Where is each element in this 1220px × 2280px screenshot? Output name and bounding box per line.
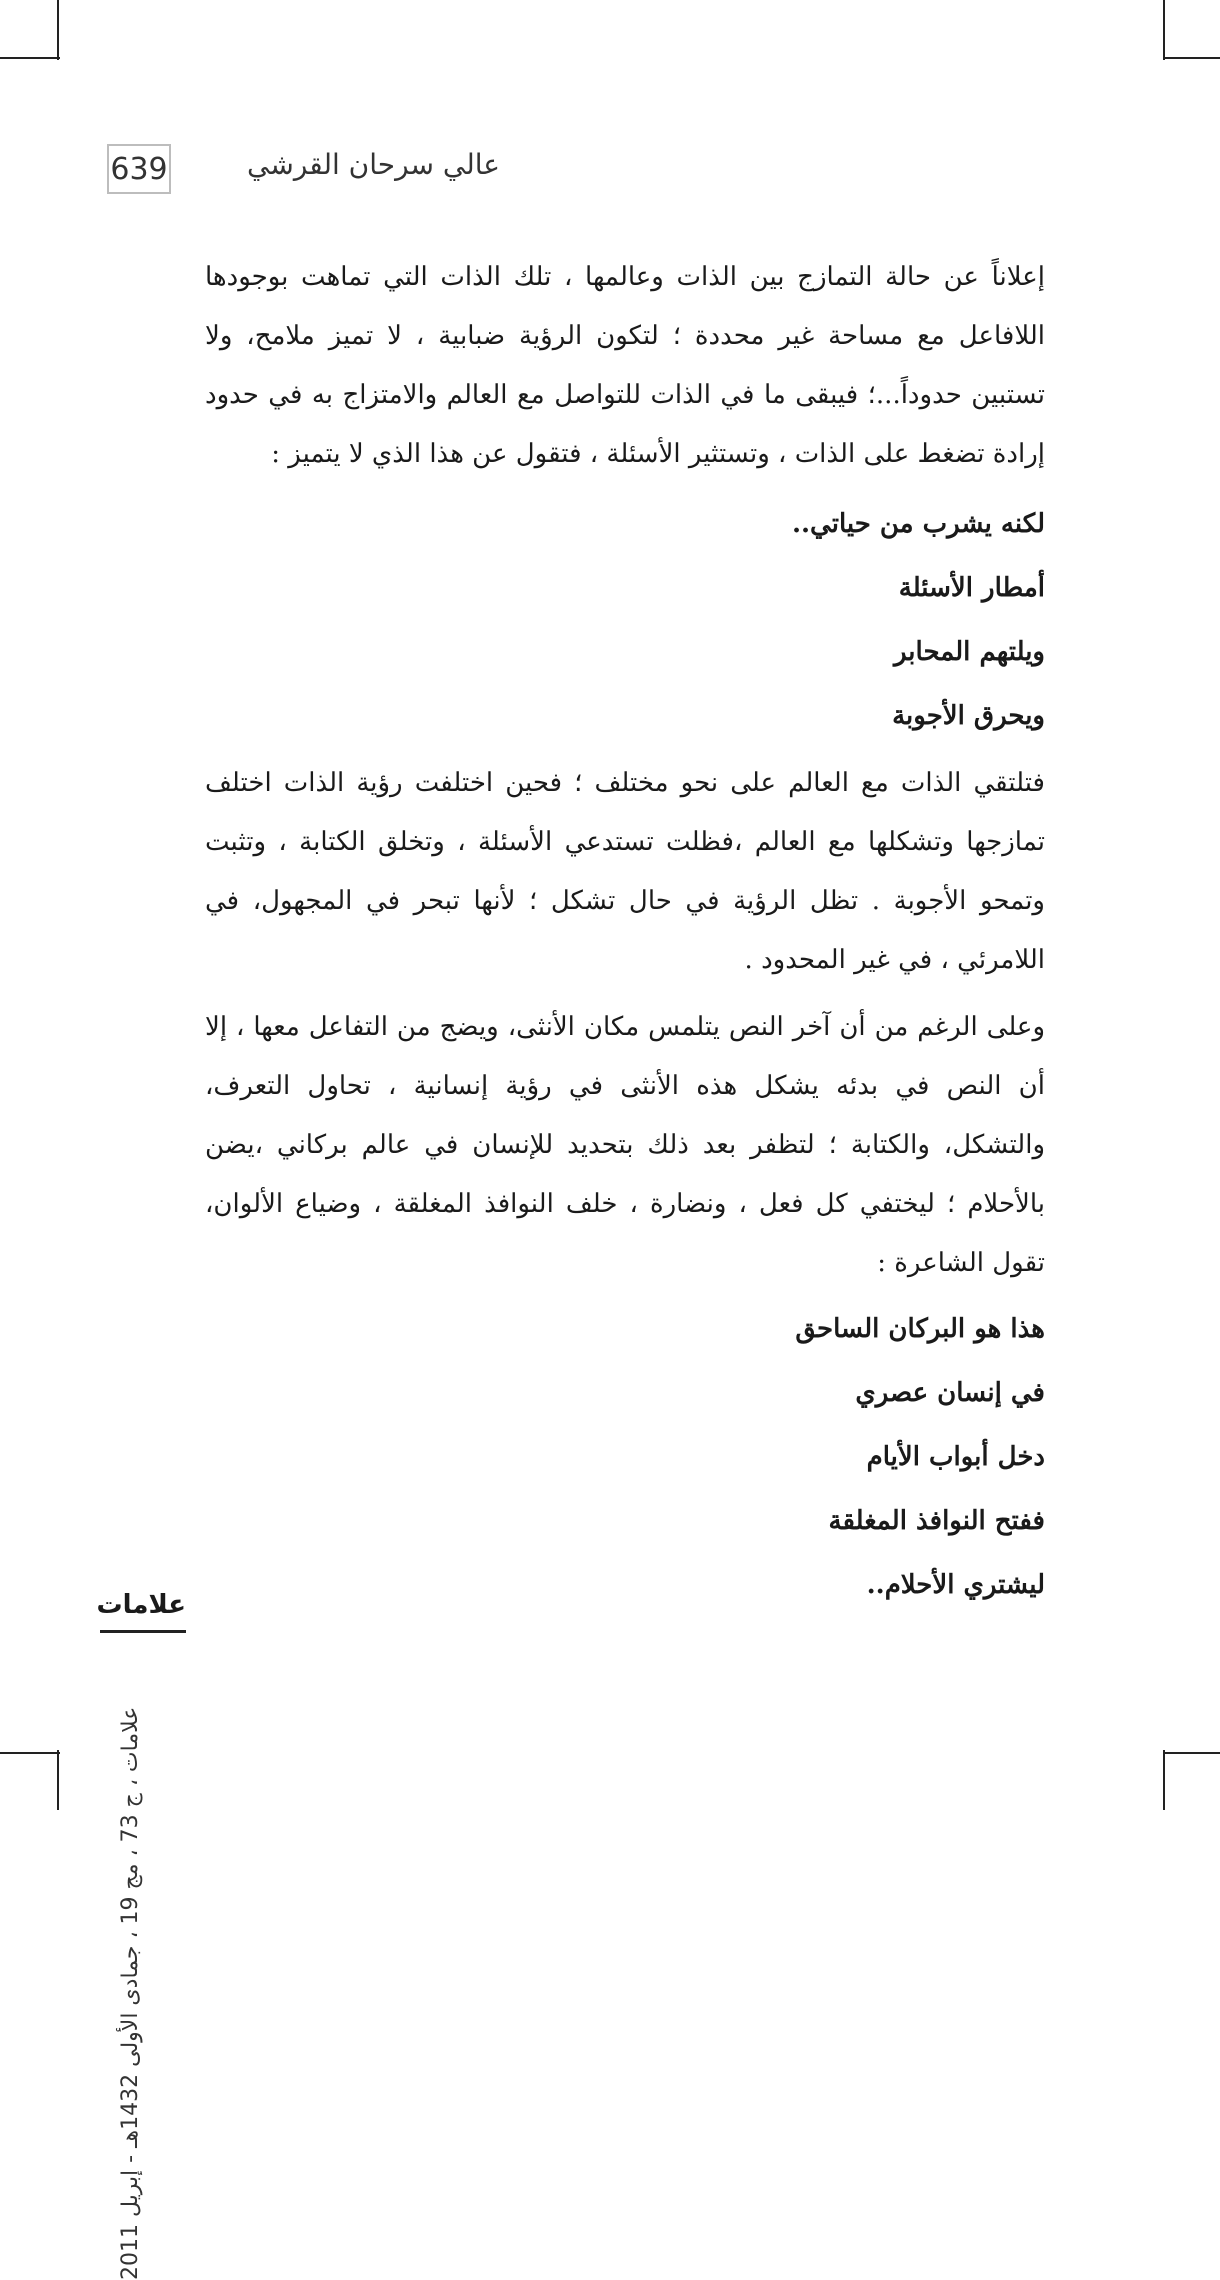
- poem-line: في إنسان عصري: [855, 1378, 1045, 1408]
- crop-mark: [57, 0, 59, 60]
- crop-mark: [57, 1750, 59, 1810]
- crop-mark: [0, 1752, 60, 1754]
- paragraph: وعلى الرغم من أن آخر النص يتلمس مكان الأنثى، ويضج من التفاعل معها ، إلا أن النص في بدئه يشكل هذه الأنثى في رؤية إنسانية ، تحاول التعرف، والتشكل، والكتابة ؛ لتظفر بعد ذلك بتحديد للإنسان في عالم بركاني ،يضن بالأحلام ؛ ليختفي كل فعل ، ونضارة ، خلف النوافذ المغلقة ، وضياع الألوان، تقول الشاعرة :: [205, 1012, 1045, 1278]
- journal-citation: علامات ، ج 73 ، مج 19 ، جمادى الأولى 1432هـ - إبريل 2011: [118, 1706, 143, 2280]
- page-number: 639: [107, 144, 171, 194]
- crop-mark: [1163, 1752, 1220, 1754]
- crop-mark: [1163, 1750, 1165, 1810]
- article-body: [205, 248, 1045, 1617]
- poem-stanza: [205, 1297, 1045, 1617]
- crop-mark: [0, 57, 60, 59]
- crop-mark: [1163, 57, 1220, 59]
- poem-stanza: [205, 492, 1045, 748]
- paragraph: فتلتقي الذات مع العالم على نحو مختلف ؛ فحين اختلفت رؤية الذات اختلف تمازجها وتشكلها مع العالم ،فظلت تستدعي الأسئلة ، وتخلق الكتابة ، وتثبت وتمحو الأجوبة . تظل الرؤية في حال تشكل ؛ لأنها تبحر في المجهول، في اللامرئي ، في غير المحدود .: [205, 768, 1045, 975]
- poem-line: ليشتري الأحلام..: [866, 1570, 1045, 1600]
- crop-mark: [1163, 0, 1165, 60]
- poem-line: أمطار الأسئلة: [898, 573, 1045, 603]
- journal-logo: علامات: [100, 1590, 186, 1633]
- journal-citation-sidebar: [118, 1620, 162, 2280]
- poem-line: دخل أبواب الأيام: [866, 1442, 1045, 1472]
- poem-line: ويحرق الأجوبة: [892, 701, 1045, 731]
- running-head-author: عالي سرحان القرشي: [247, 148, 500, 181]
- poem-line: ففتح النوافذ المغلقة: [828, 1506, 1045, 1536]
- poem-line: ويلتهم المحابر: [893, 637, 1045, 667]
- poem-line: لكنه يشرب من حياتي..: [791, 509, 1045, 539]
- poem-line: هذا هو البركان الساحق: [795, 1314, 1045, 1344]
- paragraph: إعلاناً عن حالة التمازج بين الذات وعالمها ، تلك الذات التي تماهت بوجودها اللافاعل مع مساحة غير محددة ؛ لتكون الرؤية ضبابية ، لا تميز ملامح، ولا تستبين حدوداً...؛ فيبقى ما في الذات للتواصل مع العالم والامتزاج به في حدود إرادة تضغط على الذات ، وتستثير الأسئلة ، فتقول عن هذا الذي لا يتميز :: [205, 262, 1045, 469]
